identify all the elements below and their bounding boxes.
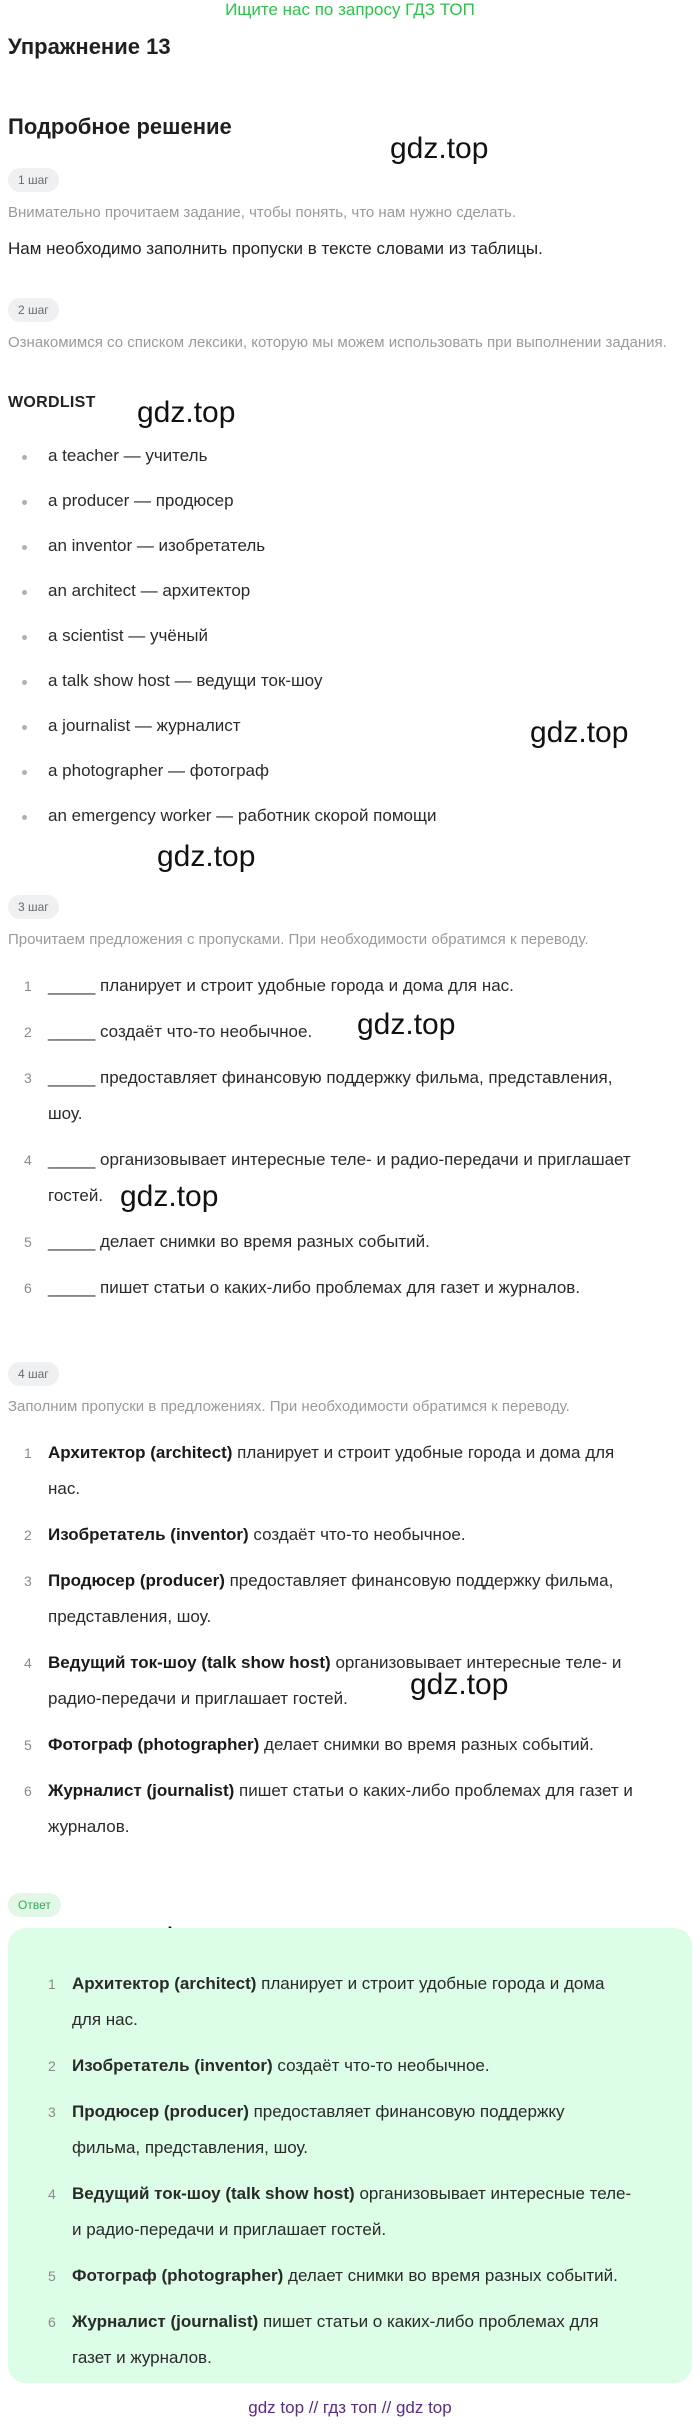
list-item-text: a teacher — учитель [48,446,208,465]
list-item-text: a photographer — фотограф [48,761,269,780]
watermark: gdz.top [530,716,629,749]
bullet-icon [22,725,27,730]
sentence-line: представления, шоу. [48,1607,212,1626]
answer-word: Изобретатель (inventor) [48,1525,249,1544]
sentence-line: _____ создаёт что-то необычное. [48,1022,313,1041]
item-number: 2 [48,2058,56,2074]
item-number: 1 [24,1445,32,1461]
list-item-text: a scientist — учёный [48,626,208,645]
list-item-text: an architect — архитектор [48,581,251,600]
answer-word: Продюсер (producer) [72,2102,249,2121]
step-note: Прочитаем предложения с пропусками. При необходимости обратимся к переводу. [8,931,589,948]
list-item-text: a talk show host — ведущи ток-шоу [48,671,323,690]
answer-badge: Ответ [8,1893,61,1917]
watermark: gdz.top [410,1668,509,1701]
sentence-line: _____ предоставляет финансовую поддержку фильма, представления, [48,1068,613,1087]
list-item-text: an emergency worker — работник скорой помощи [48,806,437,825]
answer-word: Журналист (journalist) [72,2312,259,2331]
item-number: 5 [24,1737,32,1753]
item-number: 3 [24,1573,32,1589]
item-number: 2 [24,1527,32,1543]
item-number: 4 [24,1152,32,1168]
item-number: 1 [48,1976,56,1992]
sentence-line: создаёт что-то необычное. [248,1525,466,1544]
sentence-line: гостей. [48,1186,104,1205]
item-number: 4 [24,1655,32,1671]
bullet-icon [22,500,27,505]
item-number: 4 [48,2186,56,2202]
step-note: Внимательно прочитаем задание, чтобы понять, что нам нужно сделать. [8,204,517,221]
section-title: Подробное решение [8,114,232,139]
answer-word: Фотограф (photographer) [72,2266,284,2285]
sentence-line: пишет статьи о каких-либо проблемах для [258,2312,599,2331]
item-number: 5 [48,2268,56,2284]
sentence-line: радио-передачи и приглашает гостей. [48,1689,348,1708]
item-number: 6 [24,1783,32,1799]
step-badge: 2 шаг [8,298,59,322]
watermark: gdz.top [120,1180,219,1213]
step-badge: 3 шаг [8,895,59,919]
sentence-line: предоставляет финансовую поддержку [248,2102,565,2121]
item-number: 1 [24,978,32,994]
sentence-line: газет и журналов. [72,2348,212,2367]
sentence-line: создаёт что-то необычное. [272,2056,490,2075]
item-number: 5 [24,1234,32,1250]
bullet-icon [22,635,27,640]
answer-word: Продюсер (producer) [48,1571,225,1590]
sentence-line: организовывает интересные теле- и [330,1653,622,1672]
sentence-line: _____ организовывает интересные теле- и радио-передачи и приглашает [48,1150,631,1169]
sentence-line: организовывает интересные теле- [354,2184,632,2203]
sentence-line: предоставляет финансовую поддержку фильма, [224,1571,614,1590]
bullet-icon [22,680,27,685]
list-item-text: a journalist — журналист [48,716,241,735]
item-number: 3 [48,2104,56,2120]
sentence-line: для нас. [72,2010,138,2029]
sentence-line: и радио-передачи и приглашает гостей. [72,2220,387,2239]
watermark: gdz.top [137,396,236,429]
wordlist-heading: WORDLIST [8,394,96,411]
step-note: Заполним пропуски в предложениях. При необходимости обратимся к переводу. [8,1398,570,1415]
sentence-line: делает снимки во время разных событий. [283,2266,618,2285]
page-title: Упражнение 13 [8,34,171,59]
answer-word: Фотограф (photographer) [48,1735,260,1754]
list-item-text: a producer — продюсер [48,491,234,510]
watermark: gdz.top [357,1008,456,1041]
sentence-line: фильма, представления, шоу. [72,2138,309,2157]
answer-word: Изобретатель (inventor) [72,2056,273,2075]
sentence-line: шоу. [48,1104,83,1123]
bullet-icon [22,545,27,550]
bullet-icon [22,770,27,775]
sentence-line: _____ пишет статьи о каких-либо проблемах для газет и журналов. [48,1278,581,1297]
answer-word: Архитектор (architect) [48,1443,233,1462]
watermark: gdz.top [390,132,489,165]
item-number: 6 [48,2314,56,2330]
answer-word: Архитектор (architect) [72,1974,257,1993]
sentence-line: пишет статьи о каких-либо проблемах для газет и [234,1781,633,1800]
item-number: 2 [24,1024,32,1040]
sentence-line: планирует и строит удобные города и дома для [232,1443,615,1462]
sentence-line: _____ делает снимки во время разных событий. [48,1232,430,1251]
step-note: Ознакомимся со списком лексики, которую мы можем использовать при выполнении задания. [8,334,667,351]
item-number: 3 [24,1070,32,1086]
top-banner: Ищите нас по запросу ГДЗ ТОП [225,0,475,19]
step-badge: 4 шаг [8,1362,59,1386]
sentence-line: делает снимки во время разных событий. [259,1735,594,1754]
step-text: Нам необходимо заполнить пропуски в тексте словами из таблицы. [8,239,543,258]
bullet-icon [22,455,27,460]
sentence-line: нас. [48,1479,81,1498]
sentence-line: журналов. [48,1817,130,1836]
answer-word: Ведущий ток-шоу (talk show host) [72,2184,355,2203]
sentence-line: планирует и строит удобные города и дома [256,1974,605,1993]
item-number: 6 [24,1280,32,1296]
list-item-text: an inventor — изобретатель [48,536,266,555]
answer-word: Журналист (journalist) [48,1781,235,1800]
footer-links[interactable]: gdz top // гдз топ // gdz top [248,2398,452,2417]
answer-word: Ведущий ток-шоу (talk show host) [48,1653,331,1672]
watermark: gdz.top [157,840,256,873]
sentence-line: _____ планирует и строит удобные города и дома для нас. [48,976,514,995]
bullet-icon [22,815,27,820]
bullet-icon [22,590,27,595]
step-badge: 1 шаг [8,168,59,192]
